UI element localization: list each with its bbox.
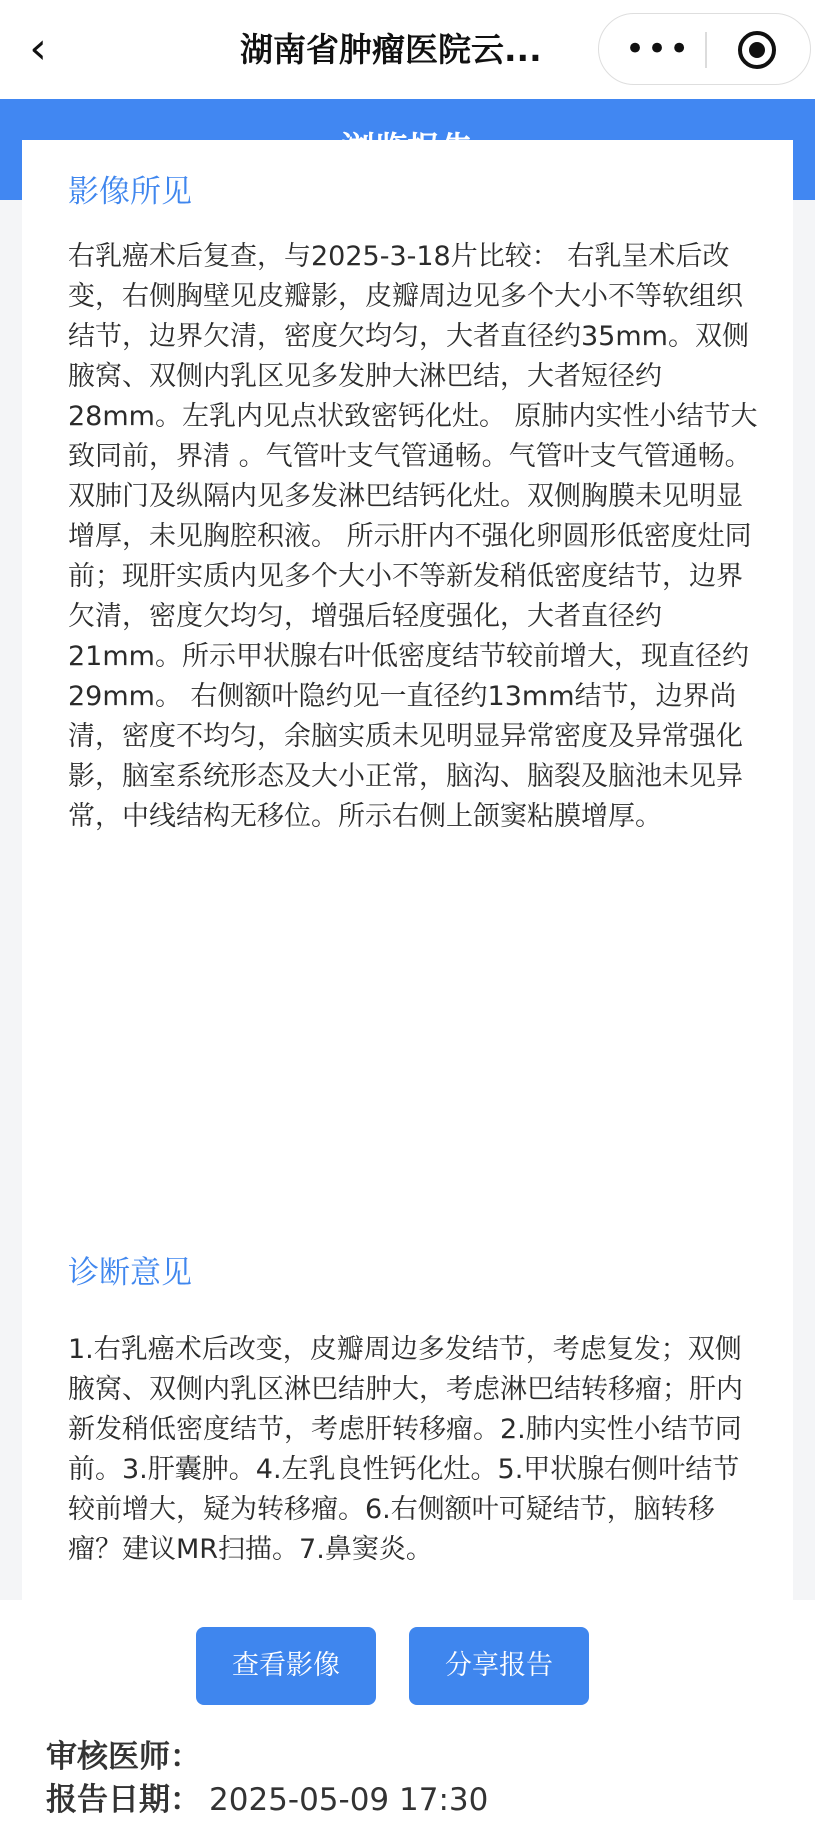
more-icon[interactable]: •••: [625, 29, 692, 69]
mini-program-top-bar: [0, 0, 815, 99]
report-date-label: 报告日期：: [46, 1782, 201, 1818]
report-date-row: [46, 1778, 488, 1822]
report-date-value: 2025-05-09 17:30: [209, 1782, 489, 1818]
diagnosis-heading: 诊断意见: [68, 1255, 192, 1291]
close-target-icon[interactable]: [738, 31, 776, 69]
app-title: 湖南省肿瘤医院云...: [240, 30, 542, 69]
report-card: [22, 140, 793, 1660]
diagnosis-text: 1.右乳癌术后改变，皮瓣周边多发结节，考虑复发；双侧腋窝、双侧内乳区淋巴结肿大，考虑淋巴结转移瘤；肝内新发稍低密度结节，考虑肝转移瘤。2.肺内实性小结节同前。3.肝囊肿。4.左乳良性钙化灶。5.甲状腺右侧叶结节较前增大，疑为转移瘤。6.右侧额叶可疑结节，脑转移瘤？建议MR扫描。7.鼻窦炎。: [68, 1334, 743, 1565]
bottom-action-bar: [0, 1600, 815, 1705]
reviewer-row: [46, 1735, 209, 1779]
share-report-button[interactable]: 分享报告: [409, 1627, 589, 1705]
reviewer-label: 审核医师：: [46, 1739, 201, 1775]
capsule-divider: [705, 32, 707, 68]
capsule-menu: [598, 13, 811, 85]
view-images-button[interactable]: 查看影像: [196, 1627, 376, 1705]
findings-text: 右乳癌术后复查，与2025-3-18片比较： 右乳呈术后改变，右侧胸壁见皮瓣影，皮瓣周边见多个大小不等软组织结节，边界欠清，密度欠均匀，大者直径约35mm。双侧腋窝、双侧内乳区见多发肿大淋巴结，大者短径约28mm。左乳内见点状致密钙化灶。 原肺内实性小结节大致同前，界清 。气管叶支气管通畅。气管叶支气管通畅。双肺门及纵隔内见多发淋巴结钙化灶。双侧胸膜未见明显增厚，未见胸腔积液。 所示肝内不强化卵圆形低密度灶同前；现肝实质内见多个大小不等新发稍低密度结节，边界欠清，密度欠均匀，增强后轻度强化，大者直径约21mm。所示甲状腺右叶低密度结节较前增大，现直径约29mm。 右侧额叶隐约见一直径约13mm结节，边界尚清，密度不均匀，余脑实质未见明显异常密度及异常强化影，脑室系统形态及大小正常，脑沟、脑裂及脑池未见异常，中线结构无移位。所示右侧上颌窦粘膜增厚。: [68, 241, 758, 832]
findings-heading: 影像所见: [68, 174, 192, 210]
close-back-icon[interactable]: ‹: [29, 23, 47, 74]
